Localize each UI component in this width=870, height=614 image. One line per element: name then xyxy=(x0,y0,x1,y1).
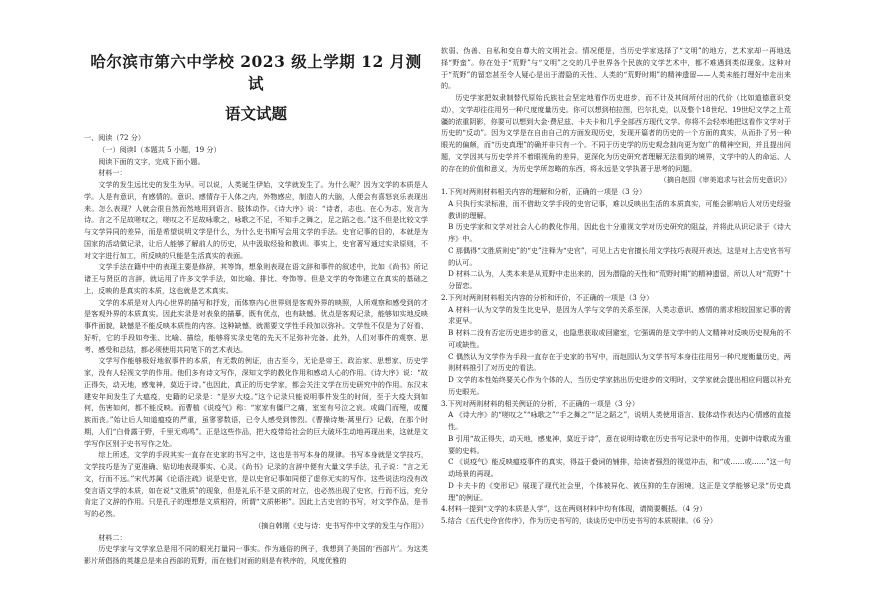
right-column xyxy=(441,0,791,614)
question-1-option-a: A 只执行实录标准，而不借助文学手段的史官记事，难以反映出生活的本质真实，可能会影响后人对历史经验教训的理解。 xyxy=(448,198,791,220)
question-1-option-c: C 那偶得“文胜质则史”的“史”注释为“史官”，可见上古史官擅长用文学技巧表现开表达，这是对上古史官书写的认可。 xyxy=(448,245,791,267)
instruction: 阅读下面的文字，完成下面小题。 xyxy=(98,156,205,166)
question-3: 3.下列对两则材料的相关例证的分析，不正确的一项是（3 分） xyxy=(441,398,639,408)
material-one-source: （摘自韩刚《史与诗：史书写作中文学的发生与作用》） xyxy=(254,520,428,530)
question-3-option-c: C 《说疫气》能反映瘟疫事件的真实，得益于叠词的铺排，给读者强烈的视觉冲击，和“或……或……”这一句动场景的再现。 xyxy=(448,457,791,478)
question-1: 1.下列对两则材料相关内容的理解和分析，正确的一项是（3 分） xyxy=(441,187,647,196)
material-one-paragraph: 文学的本质是对人内心世界的描写和抒发，而体察内心世界则是客观外界的映照，人所观察和感受到的才是客观外界的本质真实。因此实录是对表象的描摹，既有优点，也有缺憾。优点是客观记录，能够如实地反映事件面貌，缺憾是不能反映本质性的内容。这种缺憾，就需要文学性手段加以弥补。文学性不仅是为了好看、好听，它的手段如夸张、比喻、描绘，能够将实录史笔的先天不足弥补完备。此外，人们对事件的观察、思考、感受和总结，都必须使用共同笔下的艺术表达。 xyxy=(84,297,428,354)
material-one-label: 材料一： xyxy=(98,168,127,178)
question-2-option-b: B 材料二没有否定历史进步的意义，也隐患获取或回避室，它强调的是文学中的人文精神对反映历史视角的不可或缺性。 xyxy=(448,328,791,349)
material-one-paragraph: 综上所述，文学的手段其实一直存在史家的书写之中，这也是书写本身的规律。书写本身就是文学技巧，文学技巧是为了更准确、贴切地表现事实、心灵。《尚书》记录的言辞中便有大量文学手法，孔子说：“言之无文，行而不远。”宋代苏属《论语注疏》说是史官，是以史官记事如同便了虚你无实的写作。这些说法均没有改变言语文学的本质，如在说“文胜质”的现象，但是礼乐不是文质的对立，也必然出现了史官，行而不远，充分肯定了文辞的作用。只是孔子的理想是文质相符，所谓“文质彬彬”。因此上古史官的书写，对文学作品，是书写的必然。 xyxy=(84,450,428,518)
question-3-option-d: D 卡夫卡的《变形记》展现了现代社会里，个体被异化、被压抑的生存困境，这正是文学能够记录“历史真理”的例证。 xyxy=(448,480,791,502)
question-4: 4.材料一提到“文学的本质是人学”，这在两则材料中均有体现，请简要概括。（4 分） xyxy=(441,504,707,514)
question-2-option-d: D 文学的本性始终要关心作为个体的人，当历史学家拙出历史进步的文明时，文学家就会提出相应问题以补充历史眼光。 xyxy=(448,375,791,396)
material-one-paragraph: 文学写作能够极好地叙事件的本质，有无数的例证，由古至今，无论是帝王、政治家、思想家、历史学家，没有人轻视文学的作用。他们多有诗文写作，深知文学的教化作用和感动人心的作用。《诗大序》说：“故正得失，动天地，感鬼神，莫近于诗。”也因此，真正的历史学家，都会关注文学在历史研究中的作用。东汉末建安年间发生了大瘟疫，史籍的记录是：“是岁大疫。”这个记录只能说明事件发生的时间，至于大疫大到如何，伤害如何，都不能反映。而曹植《说疫气》称：“家家有僵尸之痛，室室有号泣之哀。或阖门而殪，或覆族而丧。”始让后人知道瘟疫的严重，虽寥寥数语，已令人感受到惨烈。《曹操诗集·蒿里行》记载，在那个时期，人们“白骨露于野，千里无鸡鸣”。正是这些作品，把大疫带给社会的巨大破坏生动地再现出来，这就是文学写作区别于史书写作之处。 xyxy=(84,356,428,448)
material-one-paragraph: 文学手法在籍中中的表现主要是修辞，其等饰，想象则表现在语文辞和事件的叙述中，比如《尚书》所记诸王与贤臣的言辞，就运用了许多文学手法，如比喻、排比、夸饰等。但是文学的夸饰建立在真实的基础之上，反映的是真实的本质，这也就是艺术真实。 xyxy=(84,262,428,295)
material-two-source: （摘自赵园《审美追求与社会历史意识》） xyxy=(659,175,791,185)
question-3-option-b: B 引用“故正得失，动天地，感鬼神，莫近于诗”，意在说明诗歌在历史书写记录中的作用，史御中诗歌成为重要的史料。 xyxy=(448,433,791,455)
question-2-option-a: A 材料一认为文学的发生比史早，是因为人学与文学的关系至深，人类志意识、感情的需求相较国家记事的需求更早。 xyxy=(448,304,791,326)
material-one-paragraph: 文学的发生远比史的发生为早。可以说，人类诞生伊始，文学就发生了。为什么呢？因为文学的本质是人学。人是有意识，有感情的。意识、感情存于人体之内，外物感应，制造人的大脑，人便会有喜怒哀乐表现出来。怎么表现？人就会很自然而然地用到语言、肢体动作。《诗大序》说：“诗者，志也。在心为志，发言为诗。言之不足故嗟叹之，嗟叹之不足故咏歌之，咏歌之不足，不知手之舞之，足之蹈之也。”这不但是比较文学与文学异同的差异，而是希望说明文学是什么，为什么史书斯写会用文学的手法。史官记事的目的，本就是为国家的活动做记录，让后人能够了解前人的历史，从中汲取经验和教训。事实上，史官著写通过实录原则，不对文字进行加工，所反映的只能是生活真实的表面。 xyxy=(84,180,428,260)
question-1-option-d: D 材料二认为，人类本来是从荒野中走出来的，因为潜隐的天性和“荒野时期”的精神遗留，所以人对“荒野”十分留恋。 xyxy=(448,269,791,290)
material-two-label: 材料二： xyxy=(98,532,127,542)
exam-title: 哈尔滨市第六中学校 2023 级上学期 12 月测试 xyxy=(90,52,422,93)
exam-subtitle: 语文试题 xyxy=(224,104,287,123)
question-2-option-c: C 偶然认为文学作为手段一直存在于史家的书写中，而赵园认为文学书写本身往往用另一种尺度衡量历史，两则材料推引了对历史的看法。 xyxy=(448,351,791,373)
subsection-heading: （一）阅读Ⅰ（本题共 5 小题，19 分） xyxy=(98,144,221,154)
material-two-paragraph: 软弱、伪善、自私和变自尊大的文明社会。情况便是，当历史学家选择了“文明”的地方，艺术家却一再地选择“野蛮”。你在处于“荒野”与“文明”之交的几乎世界各个民族的文学艺术中，都不难遇到类似现象。这种对于“荒野”的留恋甚至令人疑心是出于潜隐的天性、人类的“荒野时期”的精神遗留——人类未能打理好中走出来的。 xyxy=(441,46,791,91)
left-column xyxy=(84,0,428,614)
question-1-option-b: B 历史学家和文学对社会人心的教化作用，因此也十分重视文学对历史研究的阻益，并将此从识记录于《诗大序》中。 xyxy=(448,222,791,243)
question-5: 5.结合《五代史伶官传序》，作为历史书写的，谈谈历史中历史书写的本质规律。（6 分） xyxy=(441,516,717,525)
section-heading: 一、阅读（72 分） xyxy=(84,133,145,142)
question-3-option-a: A 《诗大序》的“嗟叹之”“咏歌之”“手之舞之”“足之蹈之”，说明人类使用语言、肢体动作表达内心情感的直接性。 xyxy=(448,410,791,431)
material-two-paragraph: 历史学家把奴隶制替代原始氏族社会坚定地看作历史进步，而不计及其间所付出的代价（比如道德意识变动），文学却往往用另一种尺度度量历史。你可以想到柏拉图，巴尔扎克，以及整个18世纪、19世纪文学之上荒疆的浓重阴影，你要可以想到大金·费尼兹、卡夫卡和几乎全部西方现代文学。你将不会轻率地把这看作文学对于历史的“反动”。因为文学是在自由自己的方面发现历史，发现开篇者的历史的一个方面的真实，从而扑了另一种眼光的偏颇，而“历史真理”的确并非只有一个。不同于历史学的历史观念拙向更为宽广的精神空间，并且提出问题，文学因其与历史学并不着眼视角的差异，更深化为历史研究者理解无法看到的境界，文学中的人的命运、人的存在的价值和意义，为历史学所忽略的东西，将永远是文学执著于思考的问题。 xyxy=(441,93,791,173)
question-2: 2.下列对两则材料相关内容的分析和评价，不正确的一项是（3 分） xyxy=(441,292,654,302)
material-two-paragraph: 历史学家与文学家总是用不同的眼光打量同一事实。作为通俗的例子，我想到了美国的‘西部片’。为这类影片所倡扬的英雄总是来自西部的荒野，而在他们对面的则是有秩序的，风度优雅的 xyxy=(84,544,428,565)
